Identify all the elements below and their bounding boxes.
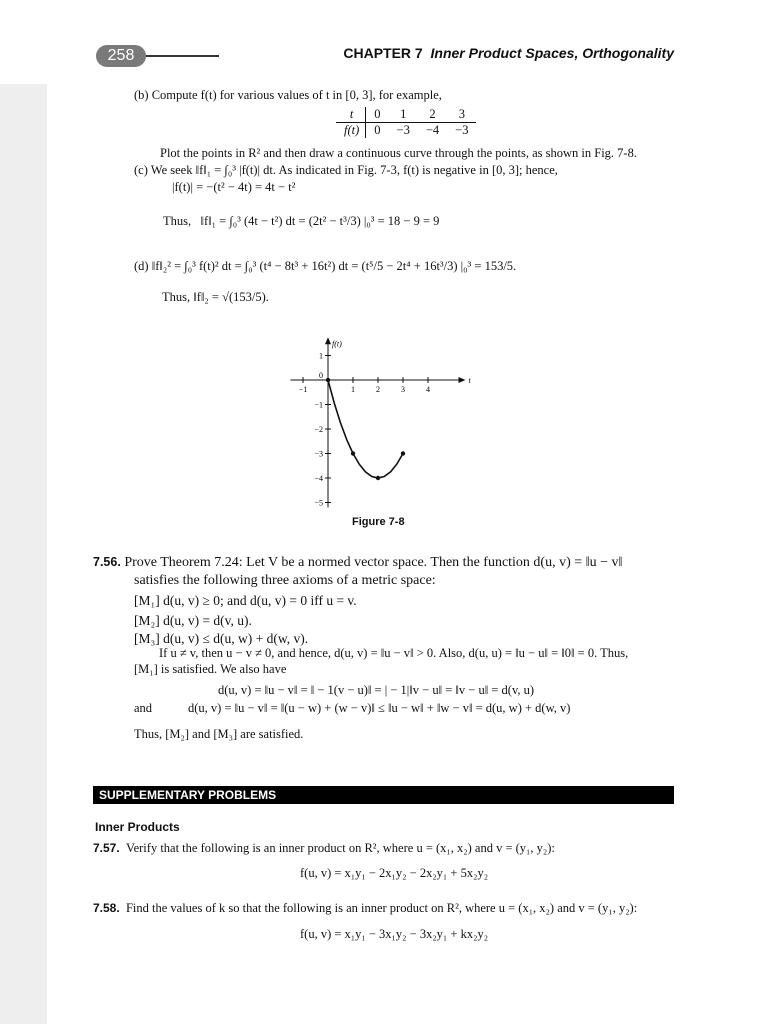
part-b-after: Plot the points in R² and then draw a continuous curve through the points, as shown in Fig. 7-8. (160, 146, 637, 160)
axiom-m2: [M₂] d(u, v) = d(v, u). (134, 613, 252, 628)
proof-line2: [M₁] is satisfied. We also have (134, 662, 287, 676)
problem-757-text: Verify that the following is an inner product on R², where u = (x₁, x₂) and v = (y₁, y₂): (125, 841, 555, 855)
x-tick-label: 0 (319, 371, 323, 380)
thus-label: Thus, (163, 214, 192, 228)
proof-eq2: d(u, v) = ‖u − v‖ = ‖(u − w) + (w − v)‖ ≤ ‖u − w‖ + ‖w − v‖ = d(u, w) + d(w, v) (188, 701, 571, 715)
part-d-equation: (d) ‖f‖₂² = ∫₀³ f(t)² dt = ∫₀³ (t⁴ − 8t³ + 16t²) dt = (t⁵/5 − 2t⁴ + 16t³/3) |₀³ = 153/5. (134, 259, 517, 273)
x-axis-arrow (459, 377, 466, 383)
y-tick-label: −5 (314, 498, 323, 508)
data-point (351, 451, 355, 455)
problem-756-line1 (93, 555, 622, 571)
chapter-label: CHAPTER 7 (343, 45, 423, 61)
y-tick-label: −4 (314, 474, 323, 483)
problem-number: 7.58. (93, 901, 120, 915)
figure-7-8-plot (280, 328, 480, 513)
axiom-m1: [M₁] d(u, v) ≥ 0; and d(u, v) = 0 iff u = v. (134, 593, 357, 608)
and-label: and (134, 701, 153, 715)
axiom-m3: [M₃] d(u, v) ≤ d(u, w) + d(w, v). (134, 631, 309, 646)
problem-757 (93, 841, 555, 856)
data-point (401, 451, 405, 455)
table-cell: t (336, 107, 366, 123)
y-tick-label: 1 (319, 351, 323, 361)
header-rule (146, 55, 219, 57)
x-tick-label: 1 (351, 385, 355, 394)
table-cell: 1 (389, 107, 418, 123)
table-cell: 2 (418, 107, 447, 123)
x-axis-label: t (468, 376, 471, 385)
proof-line1: If u ≠ v, then u − v ≠ 0, and hence, d(u, v) = ‖u − v‖ > 0. Also, d(u, u) = ‖u − u‖ = ‖0‖ = 0. Thus, (159, 646, 629, 660)
problem-number: 7.56. (93, 555, 121, 569)
problem-758-text: Find the values of k so that the following is an inner product on R², where u = (x₁, x₂) and v = (y₁, y₂): (125, 901, 638, 915)
problem-756-line2: satisfies the following three axioms of a metric space: (134, 573, 436, 588)
table-cell: −3 (396, 123, 410, 137)
part-d-thus: Thus, ‖f‖₂ = √(153/5). (162, 290, 269, 304)
y-axis-arrow (325, 337, 331, 344)
x-tick-label: 2 (376, 385, 380, 394)
problem-756-text1: Prove Theorem 7.24: Let V be a normed vector space. Then the function d(u, v) = ‖u − v‖ (124, 555, 623, 570)
data-point (376, 476, 380, 480)
figure-caption: Figure 7-8 (352, 516, 405, 528)
table-cell: 0 (366, 107, 389, 123)
part-b-intro: (b) Compute f(t) for various values of t in [0, 3], for example, (134, 88, 442, 102)
norm1-equation: ‖f‖₁ = ∫₀³ (4t − t²) dt = (2t² − t³/3) |₀³ = 18 − 9 = 9 (200, 214, 440, 228)
y-tick-label: −3 (314, 449, 323, 459)
y-tick-label: −2 (314, 425, 323, 434)
x-tick-label: −1 (298, 385, 308, 394)
problem-758-equation: f(u, v) = x₁y₁ − 3x₁y₂ − 3x₂y₁ + kx₂y₂ (300, 927, 489, 941)
table-cell: 3 (447, 107, 476, 123)
page-number: 258 (96, 45, 146, 67)
table-cell: −3 (455, 123, 469, 137)
problem-757-equation: f(u, v) = x₁y₁ − 2x₁y₂ − 2x₂y₁ + 5x₂y₂ (300, 866, 489, 880)
page-margin-band (0, 84, 47, 1024)
data-point (326, 378, 330, 382)
y-axis-label: f(t) (332, 339, 342, 349)
section-heading-inner-products: Inner Products (95, 820, 180, 834)
y-tick-label: −1 (314, 400, 323, 410)
plot-curve (326, 378, 405, 480)
table-cell: −4 (425, 123, 440, 137)
values-table (336, 107, 476, 138)
chapter-title: Inner Product Spaces, Orthogonality (430, 45, 674, 61)
proof-eq1: d(u, v) = ‖u − v‖ = ‖ − 1(v − u)‖ = | − 1|‖v − u‖ = ‖v − u‖ = d(v, u) (218, 683, 535, 697)
part-c-line1: (c) We seek ‖f‖₁ = ∫₀³ |f(t)| dt. As indicated in Fig. 7-3, f(t) is negative in [0, 3]; hence, (134, 163, 558, 177)
problem-758 (93, 901, 637, 916)
function-curve (328, 380, 403, 478)
supplementary-heading: SUPPLEMENTARY PROBLEMS (93, 786, 674, 804)
x-tick-label: 4 (426, 385, 430, 394)
part-c-thus (163, 214, 439, 229)
part-c-line2: |f(t)| = −(t² − 4t) = 4t − t² (172, 180, 296, 194)
problem-number: 7.57. (93, 841, 120, 855)
table-cell: f(t) (336, 123, 366, 139)
proof-conclusion: Thus, [M₂] and [M₃] are satisfied. (134, 727, 304, 741)
plot-labels (299, 339, 472, 507)
chapter-header (343, 45, 674, 61)
x-tick-label: 3 (401, 385, 405, 394)
table-cell: 0 (374, 123, 381, 137)
